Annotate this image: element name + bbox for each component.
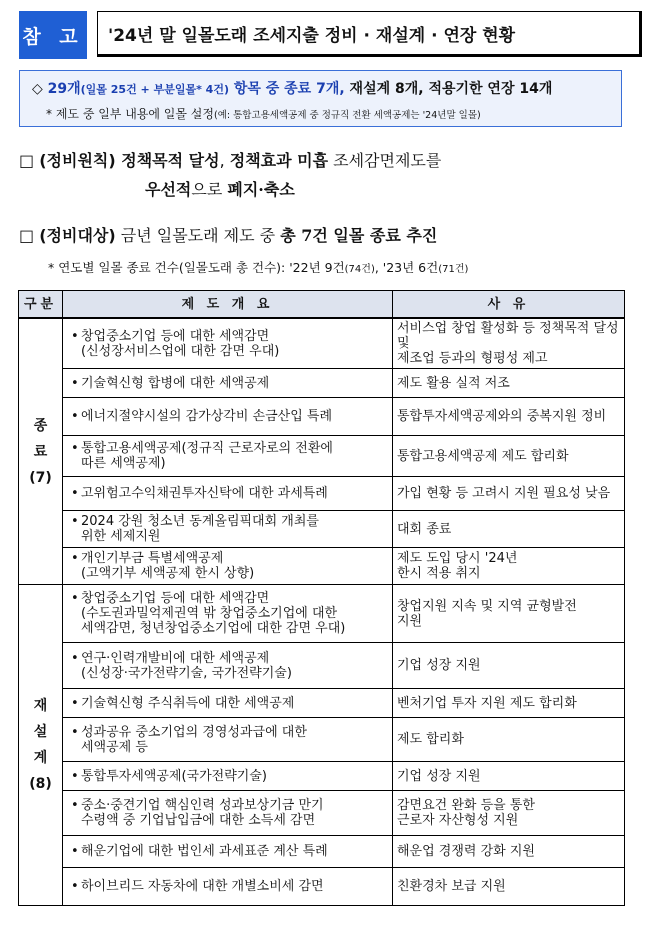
bullet-icon: • bbox=[71, 551, 79, 566]
overview-text: • 통합투자세액공제(국가전략기술) bbox=[71, 768, 267, 784]
reason-cell bbox=[393, 548, 625, 585]
reason-text: 통합고용세액공제 제도 합리화 bbox=[397, 448, 569, 464]
overview-text: • 통합고용세액공제(정규직 근로자로의 전환에 bbox=[71, 441, 333, 456]
summary-note: * 제도 중 일부 내용에 일몰 설정(예: 통합고용세액공제 중 정규직 전환 세액공제는 '24년말 일몰) bbox=[46, 107, 481, 121]
reason-cell bbox=[393, 643, 625, 689]
reason-text: 통합투자세액공제와의 중복지원 정비 bbox=[397, 409, 607, 424]
category-text: 계 bbox=[33, 750, 48, 766]
header bbox=[19, 11, 643, 59]
bullet-icon: • bbox=[71, 514, 79, 529]
overview-text: • 하이브리드 자동차에 대한 개별소비세 감면 bbox=[71, 879, 324, 894]
bullet-icon: • bbox=[71, 724, 79, 740]
table-row bbox=[19, 398, 625, 436]
bullet-icon: • bbox=[71, 695, 79, 711]
reason-cell bbox=[393, 477, 625, 511]
table-header-row bbox=[19, 291, 625, 319]
overview-cell bbox=[63, 369, 393, 398]
reason-cell bbox=[393, 718, 625, 762]
reason-cell bbox=[393, 436, 625, 477]
yearly-note: * 연도별 일몰 종료 건수(일몰도래 총 건수): '22년 9건(74건), '23년 6건(71건) bbox=[48, 260, 469, 275]
overview-text: 세액감면, 청년창업중소기업에 대한 감면 우대) bbox=[81, 621, 346, 636]
overview-text: (수도권과밀억제권역 밖 창업중소기업에 대한 bbox=[81, 606, 338, 621]
summary-count-detail: (일몰 25건 + 부분일몰* 4건) bbox=[80, 83, 229, 96]
reference-badge: 참 고 bbox=[19, 11, 87, 59]
category-text: (8) bbox=[29, 776, 52, 792]
overview-text: • 기술혁신형 합병에 대한 세액공제 bbox=[71, 375, 270, 391]
overview-text: • 연구·인력개발비에 대한 세액공제 bbox=[71, 650, 270, 666]
bullet-icon: • bbox=[71, 844, 79, 859]
overview-cell bbox=[63, 318, 393, 369]
overview-cell bbox=[63, 548, 393, 585]
table-row bbox=[19, 477, 625, 511]
reason-cell bbox=[393, 318, 625, 369]
overview-text: 따른 세액공제) bbox=[81, 456, 166, 471]
reason-cell bbox=[393, 868, 625, 906]
reason-text: 제도 활용 실적 저조 bbox=[397, 375, 510, 391]
summary-count: 29개 bbox=[47, 81, 81, 97]
header-reason: 사 유 bbox=[393, 291, 625, 319]
bullet-icon: • bbox=[71, 328, 79, 344]
overview-text: • 에너지절약시설의 감가상각비 손금산입 특례 bbox=[71, 409, 332, 424]
table-row bbox=[19, 585, 625, 643]
overview-text: 위한 세제지원 bbox=[81, 529, 161, 544]
category-text: 료 bbox=[33, 443, 48, 460]
table-row bbox=[19, 318, 625, 369]
overview-text: • 해운기업에 대한 법인세 과세표준 계산 특례 bbox=[71, 844, 328, 859]
reason-cell bbox=[393, 511, 625, 548]
reason-text: 기업 성장 지원 bbox=[397, 658, 481, 673]
bullet-icon: • bbox=[71, 879, 79, 894]
sunset-table bbox=[18, 290, 625, 906]
reason-text: 한시 적용 취지 bbox=[397, 566, 481, 581]
bullet-icon: • bbox=[71, 375, 79, 391]
bullet-icon: • bbox=[71, 486, 79, 501]
bullet-icon: • bbox=[71, 798, 79, 813]
overview-cell bbox=[63, 398, 393, 436]
reason-text: 가입 현황 등 고려시 지원 필요성 낮음 bbox=[397, 486, 611, 501]
table-row bbox=[19, 436, 625, 477]
reason-text: 해운업 경쟁력 강화 지원 bbox=[397, 844, 535, 859]
category-text: 설 bbox=[33, 724, 48, 740]
reason-cell bbox=[393, 585, 625, 643]
overview-cell bbox=[63, 762, 393, 791]
overview-cell bbox=[63, 868, 393, 906]
table-row bbox=[19, 643, 625, 689]
reason-text: 근로자 자산형성 지원 bbox=[397, 813, 519, 828]
reason-text: 제조업 등과의 형평성 제고 bbox=[397, 351, 548, 366]
overview-cell bbox=[63, 585, 393, 643]
overview-cell bbox=[63, 477, 393, 511]
bullet-icon: • bbox=[71, 409, 79, 424]
reason-cell bbox=[393, 762, 625, 791]
overview-cell bbox=[63, 643, 393, 689]
reason-text: 감면요건 완화 등을 통한 bbox=[397, 798, 535, 813]
overview-text: • 고위험고수익채권투자신탁에 대한 과세특례 bbox=[71, 486, 328, 501]
overview-text: 세액공제 등 bbox=[81, 739, 148, 755]
reason-text: 벤처기업 투자 지원 제도 합리화 bbox=[397, 695, 577, 711]
reason-cell bbox=[393, 369, 625, 398]
bullet-icon: • bbox=[71, 591, 79, 606]
table-row bbox=[19, 689, 625, 718]
principle-paragraph-line2: 우선적으로 폐지·축소 bbox=[145, 180, 295, 199]
overview-cell bbox=[63, 436, 393, 477]
overview-text: • 창업중소기업 등에 대한 세액감면 bbox=[71, 328, 270, 344]
category-cell bbox=[19, 318, 63, 585]
table-row bbox=[19, 868, 625, 906]
target-paragraph: □ (정비대상) 금년 일몰도래 제도 중 총 7건 일몰 종료 추진 bbox=[19, 226, 438, 245]
table-row bbox=[19, 718, 625, 762]
reason-text: 친환경차 보급 지원 bbox=[397, 879, 506, 894]
overview-cell bbox=[63, 689, 393, 718]
overview-text: 수령액 중 기업납입금에 대한 소득세 감면 bbox=[81, 813, 316, 828]
reason-text: 제도 합리화 bbox=[397, 732, 464, 747]
overview-text: (고액기부 세액공제 한시 상향) bbox=[81, 566, 255, 581]
reason-text: 지원 bbox=[397, 613, 423, 629]
table-row bbox=[19, 511, 625, 548]
reason-cell bbox=[393, 836, 625, 868]
overview-cell bbox=[63, 718, 393, 762]
table-row bbox=[19, 791, 625, 836]
header-category: 구분 bbox=[19, 291, 63, 319]
table-row bbox=[19, 836, 625, 868]
overview-cell bbox=[63, 791, 393, 836]
reason-text: 서비스업 창업 활성화 등 정책목적 달성 및 bbox=[397, 321, 619, 351]
bullet-icon: • bbox=[71, 650, 79, 666]
summary-box bbox=[19, 70, 622, 127]
overview-cell bbox=[63, 511, 393, 548]
reason-text: 제도 도입 당시 '24년 bbox=[397, 551, 518, 566]
overview-cell bbox=[63, 836, 393, 868]
table-row bbox=[19, 762, 625, 791]
overview-text: (신성장·국가전략기술, 국가전략기술) bbox=[81, 665, 292, 681]
overview-text: • 성과공유 중소기업의 경영성과급에 대한 bbox=[71, 724, 307, 740]
bullet-icon: • bbox=[71, 768, 79, 784]
reason-cell bbox=[393, 791, 625, 836]
reason-cell bbox=[393, 398, 625, 436]
summary-line: ◇ 29개(일몰 25건 + 부분일몰* 4건) 항목 중 종료 7개, 재설계 8개, 적용기한 연장 14개 bbox=[32, 81, 553, 97]
reason-text: 창업지원 지속 및 지역 균형발전 bbox=[397, 598, 577, 614]
table-row bbox=[19, 369, 625, 398]
overview-text: • 기술혁신형 주식취득에 대한 세액공제 bbox=[71, 695, 295, 711]
overview-text: • 2024 강원 청소년 동계올림픽대회 개최를 bbox=[71, 514, 319, 529]
overview-text: • 개인기부금 특별세액공제 bbox=[71, 551, 224, 566]
principle-paragraph: □ (정비원칙) 정책목적 달성, 정책효과 미흡 조세감면제도를 bbox=[19, 151, 442, 170]
bullet-icon: • bbox=[71, 441, 79, 456]
overview-text: (신성장서비스업에 대한 감면 우대) bbox=[81, 343, 280, 359]
category-text: 재 bbox=[33, 698, 48, 714]
page-title: '24년 말 일몰도래 조세지출 정비 · 재설계 · 연장 현황 bbox=[97, 11, 642, 57]
reason-text: 대회 종료 bbox=[397, 521, 452, 537]
category-text: 종 bbox=[33, 417, 48, 434]
reason-text: 기업 성장 지원 bbox=[397, 768, 481, 784]
overview-text: • 창업중소기업 등에 대한 세액감면 bbox=[71, 591, 270, 606]
category-text: (7) bbox=[29, 469, 52, 486]
overview-text: • 중소·중견기업 핵심인력 성과보상기금 만기 bbox=[71, 798, 324, 813]
table-row bbox=[19, 548, 625, 585]
header-overview: 제 도 개 요 bbox=[63, 291, 393, 319]
reason-cell bbox=[393, 689, 625, 718]
category-cell bbox=[19, 585, 63, 906]
